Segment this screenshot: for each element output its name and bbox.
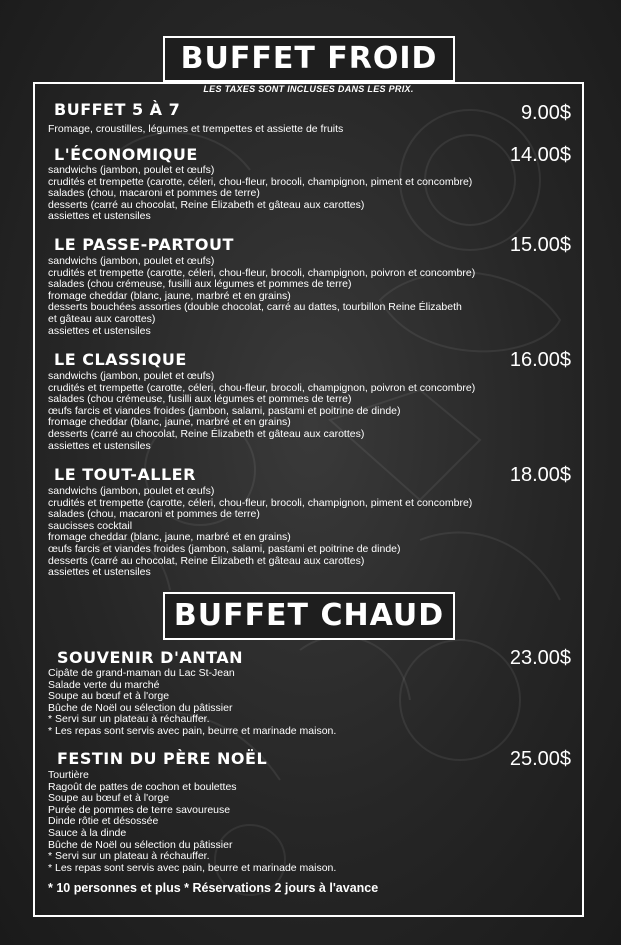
item-name-tout-aller: LE TOUT-ALLER bbox=[54, 465, 196, 484]
description-line: * Servi sur un plateau à réchauffer. bbox=[48, 850, 210, 863]
footer-note: * 10 personnes et plus * Réservations 2 jours à l'avance bbox=[48, 881, 379, 895]
description-line: Dinde rôtie et désossée bbox=[48, 815, 159, 828]
description-line: et gâteau aux carottes) bbox=[48, 312, 156, 325]
description-line: fromage cheddar (blanc, jaune, marbré et en grains) bbox=[48, 531, 291, 544]
description-line: œufs farcis et viandes froides (jambon, salami, pastami et poitrine de dinde) bbox=[48, 542, 401, 555]
section-title-buffet-chaud: BUFFET CHAUD bbox=[163, 592, 455, 640]
description-line: crudités et trempette (carotte, céleri, chou-fleur, brocoli, champignon, piment et concombre) bbox=[48, 175, 473, 188]
description-line: * Servi sur un plateau à réchauffer. bbox=[48, 713, 210, 726]
description-line: Soupe au bœuf et à l'orge bbox=[48, 690, 170, 703]
description-line: Tourtière bbox=[48, 769, 89, 781]
item-name-economique: L'ÉCONOMIQUE bbox=[54, 145, 198, 164]
item-price-souvenir-d-antan: 23.00$ bbox=[509, 647, 571, 669]
description-line: fromage cheddar (blanc, jaune, marbré et en grains) bbox=[48, 289, 291, 302]
item-description-tout-aller bbox=[48, 486, 568, 579]
description-line: assiettes et ustensiles bbox=[48, 439, 151, 452]
description-line: salades (chou, macaroni et pommes de terre) bbox=[48, 508, 260, 521]
description-line: sandwichs (jambon, poulet et œufs) bbox=[48, 370, 215, 382]
item-name-passe-partout: LE PASSE-PARTOUT bbox=[54, 235, 234, 254]
item-name-festin-du-pere-noel: FESTIN DU PÈRE NOËL bbox=[57, 749, 268, 768]
description-line: sandwichs (jambon, poulet et œufs) bbox=[48, 255, 215, 267]
description-line: Ragoût de pattes de cochon et boulettes bbox=[48, 780, 237, 793]
item-description-economique bbox=[48, 165, 568, 223]
description-line: sandwichs (jambon, poulet et œufs) bbox=[48, 164, 215, 176]
description-line: salades (chou, macaroni et pommes de terre) bbox=[48, 187, 260, 200]
item-name-buffet-5-a-7: BUFFET 5 À 7 bbox=[54, 100, 181, 119]
item-description-classique bbox=[48, 371, 568, 452]
description-line: fromage cheddar (blanc, jaune, marbré et en grains) bbox=[48, 416, 291, 429]
description-line: assiettes et ustensiles bbox=[48, 566, 151, 579]
item-price-classique: 16.00$ bbox=[509, 349, 571, 371]
description-line: œufs farcis et viandes froides (jambon, salami, pastami et poitrine de dinde) bbox=[48, 404, 401, 417]
description-line: Sauce à la dinde bbox=[48, 826, 127, 839]
item-description-buffet-5-a-7 bbox=[48, 124, 568, 136]
description-line: Bûche de Noël ou sélection du pâtissier bbox=[48, 838, 233, 851]
taxes-note: LES TAXES SONT INCLUSES DANS LES PRIX. bbox=[203, 84, 414, 94]
description-line: crudités et trempette (carotte, céleri, chou-fleur, brocoli, champignon, piment et concombre) bbox=[48, 496, 473, 509]
description-line: Fromage, croustilles, légumes et trempettes et assiette de fruits bbox=[48, 123, 344, 135]
description-line: desserts bouchées assorties (double chocolat, carré au dattes, tourbillon Reine Élizabeth bbox=[48, 301, 462, 314]
description-line: saucisses cocktail bbox=[48, 519, 133, 532]
description-line: desserts (carré au chocolat, Reine Élizabeth et gâteau aux carottes) bbox=[48, 198, 365, 211]
item-description-festin-du-pere-noel bbox=[48, 770, 568, 874]
description-line: salades (chou crémeuse, fusilli aux légumes et pommes de terre) bbox=[48, 393, 352, 406]
item-price-economique: 14.00$ bbox=[509, 144, 571, 166]
section-title-buffet-froid: BUFFET FROID bbox=[163, 36, 455, 82]
description-line: * Les repas sont servis avec pain, beurre et marinade maison. bbox=[48, 861, 337, 874]
item-price-tout-aller: 18.00$ bbox=[509, 464, 571, 486]
description-line: salades (chou crémeuse, fusilli aux légumes et pommes de terre) bbox=[48, 278, 352, 291]
description-line: Purée de pommes de terre savoureuse bbox=[48, 803, 231, 816]
item-price-passe-partout: 15.00$ bbox=[509, 234, 571, 256]
description-line: sandwichs (jambon, poulet et œufs) bbox=[48, 485, 215, 497]
description-line: desserts (carré au chocolat, Reine Élizabeth et gâteau aux carottes) bbox=[48, 427, 365, 440]
item-name-classique: LE CLASSIQUE bbox=[54, 350, 187, 369]
description-line: assiettes et ustensiles bbox=[48, 210, 151, 223]
description-line: assiettes et ustensiles bbox=[48, 324, 151, 337]
description-line: Soupe au bœuf et à l'orge bbox=[48, 792, 170, 805]
description-line: desserts (carré au chocolat, Reine Élizabeth et gâteau aux carottes) bbox=[48, 554, 365, 567]
item-name-souvenir-d-antan: SOUVENIR D'ANTAN bbox=[57, 648, 244, 667]
description-line: crudités et trempette (carotte, céleri, chou-fleur, brocoli, champignon, poivron et concombre) bbox=[48, 381, 476, 394]
item-price-buffet-5-a-7: 9.00$ bbox=[520, 102, 571, 124]
item-price-festin-du-pere-noel: 25.00$ bbox=[509, 748, 571, 770]
description-line: Bûche de Noël ou sélection du pâtissier bbox=[48, 701, 233, 714]
item-description-passe-partout bbox=[48, 256, 568, 337]
item-description-souvenir-d-antan bbox=[48, 668, 568, 738]
description-line: Salade verte du marché bbox=[48, 678, 160, 691]
description-line: * Les repas sont servis avec pain, beurre et marinade maison. bbox=[48, 724, 337, 737]
description-line: Cipâte de grand-maman du Lac St-Jean bbox=[48, 667, 235, 679]
description-line: crudités et trempette (carotte, céleri, chou-fleur, brocoli, champignon, poivron et concombre) bbox=[48, 266, 476, 279]
